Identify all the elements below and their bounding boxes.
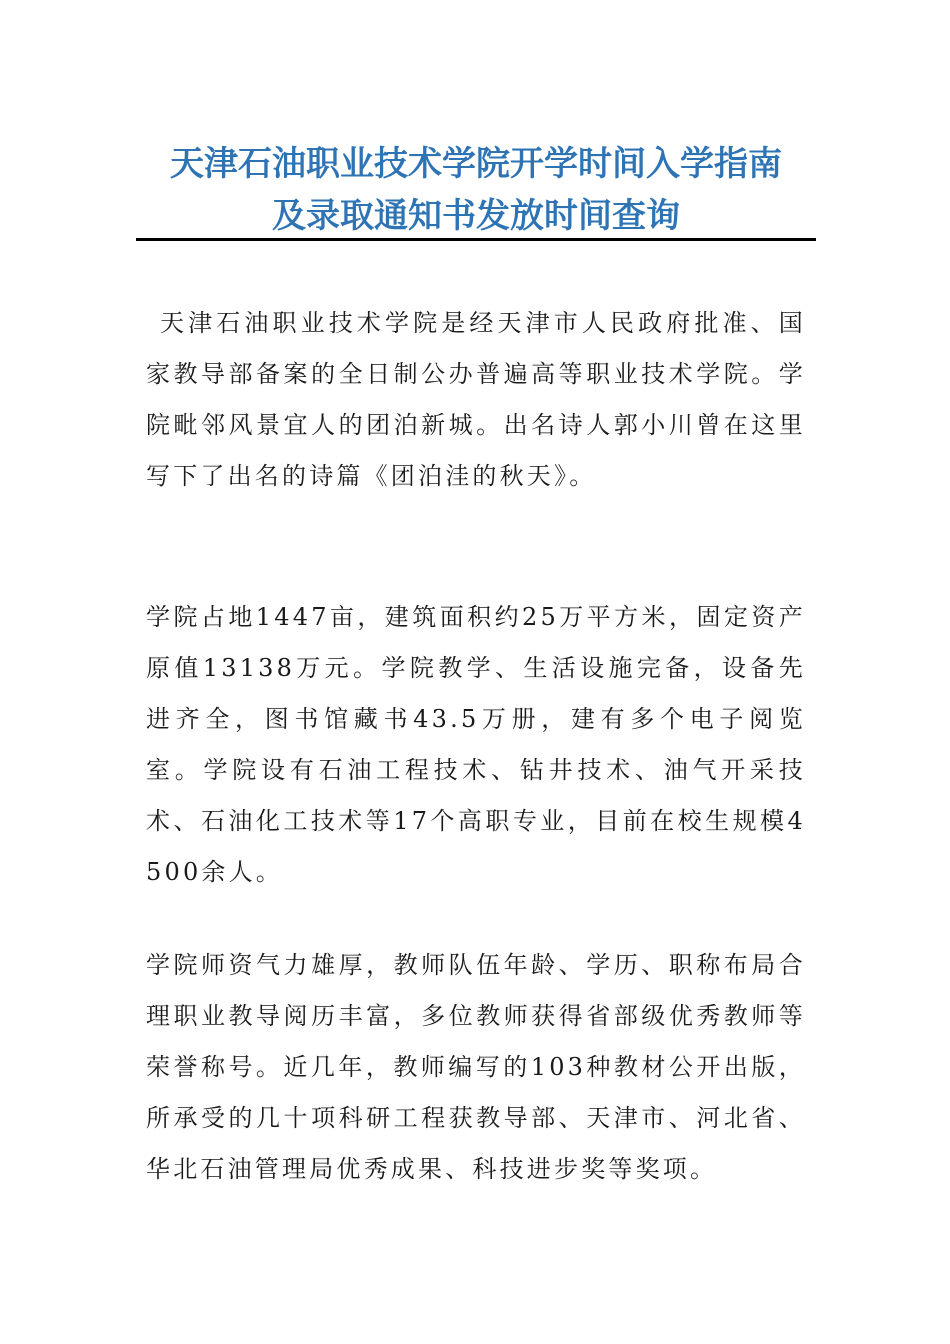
title-line-2: 及录取通知书发放时间查询 — [272, 196, 680, 236]
title-line-1: 天津石油职业技术学院开学时间入学指南 — [170, 144, 782, 184]
title-underline-rule — [136, 238, 816, 241]
document-title — [136, 138, 816, 242]
paragraph-faculty: 学院师资气力雄厚，教师队伍年龄、学历、职称布局合理职业教导阅历丰富，多位教师获得省部级优秀教师等荣誉称号。近几年，教师编写的103种教材公开出版，所承受的几十项科研工程获教导部、天津市、河北省、华北石油管理局优秀成果、科技进步奖等奖项。 — [146, 951, 806, 1183]
paragraph-intro: 天津石油职业技术学院是经天津市人民政府批准、国家教导部备案的全日制公办普遍高等职业技术学院。学院毗邻风景宜人的团泊新城。出名诗人郭小川曾在这里写下了出名的诗篇《团泊洼的秋天》。 — [146, 309, 806, 490]
paragraph-campus: 学院占地1447亩，建筑面积约25万平方米，固定资产原值13138万元。学院教学、生活设施完备，设备先进齐全，图书馆藏书43.5万册，建有多个电子阅览室。学院设有石油工程技术、钻井技术、油气开采技术、石油化工技术等17个高职专业，目前在校生规模4500余人。 — [146, 603, 806, 886]
